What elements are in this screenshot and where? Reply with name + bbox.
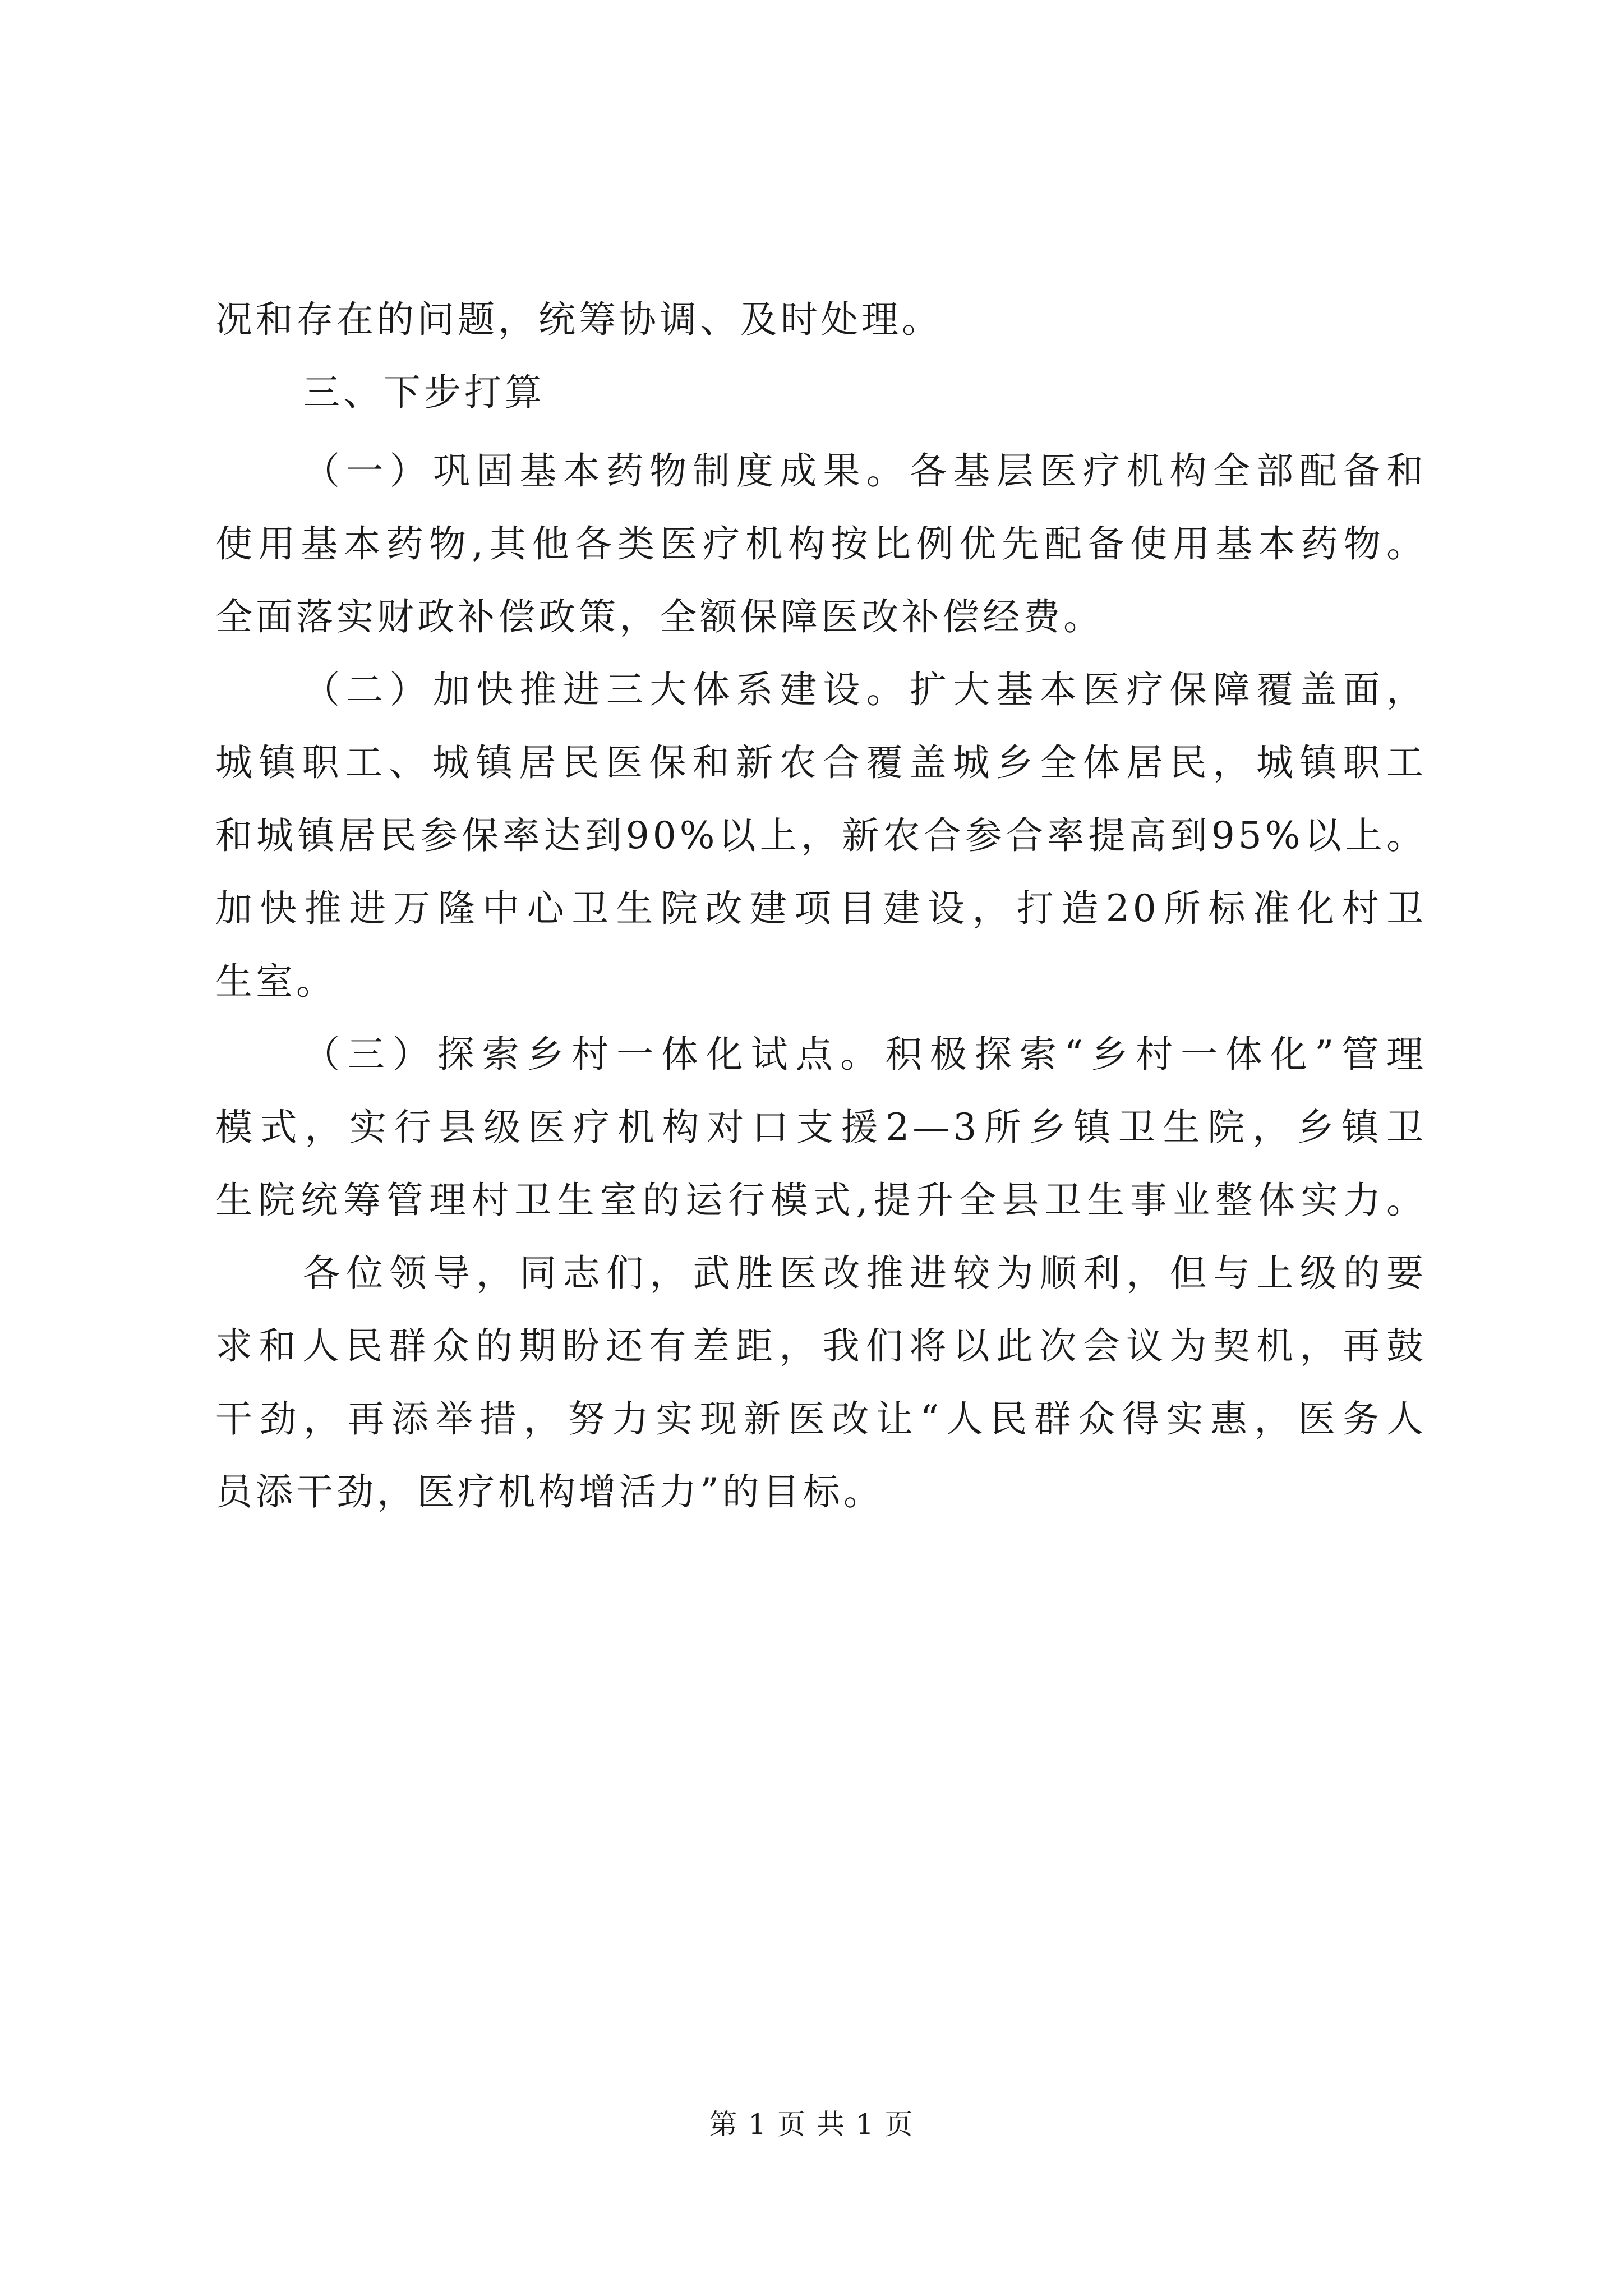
paragraph-line-3: （一）巩固基本药物制度成果。各基层医疗机构全部配备和 bbox=[303, 449, 1427, 493]
paragraph-line-7: 城镇职工、城镇居民医保和新农合覆盖城乡全体居民，城镇职工 bbox=[215, 741, 1427, 784]
paragraph-line-14: 各位领导，同志们，武胜医改推进较为顺利，但与上级的要 bbox=[303, 1251, 1427, 1295]
paragraph-line-11: （三）探索乡村一体化试点。积极探索“乡村一体化”管理 bbox=[303, 1033, 1427, 1076]
paragraph-line-6: （二）加快推进三大体系建设。扩大基本医疗保障覆盖面， bbox=[303, 668, 1427, 711]
paragraph-line-1: 况和存在的问题，统筹协调、及时处理。 bbox=[215, 298, 942, 341]
paragraph-line-4: 使用基本药物,其他各类医疗机构按比例优先配备使用基本药物。 bbox=[215, 522, 1427, 565]
paragraph-line-15: 求和人民群众的期盼还有差距，我们将以此次会议为契机，再鼓 bbox=[215, 1324, 1427, 1368]
paragraph-line-16: 干劲，再添举措，努力实现新医改让“人民群众得实惠，医务人 bbox=[215, 1397, 1427, 1441]
paragraph-line-13: 生院统筹管理村卫生室的运行模式,提升全县卫生事业整体实力。 bbox=[215, 1179, 1427, 1222]
paragraph-line-8: 和城镇居民参保率达到90%以上，新农合参合率提高到95%以上。 bbox=[215, 814, 1427, 857]
paragraph-line-17: 员添干劲，医疗机构增活力”的目标。 bbox=[215, 1470, 884, 1513]
section-heading: 三、下步打算 bbox=[303, 371, 545, 414]
page-number-footer: 第 1 页 共 1 页 bbox=[709, 2108, 914, 2141]
paragraph-line-9: 加快推进万隆中心卫生院改建项目建设，打造20所标准化村卫 bbox=[215, 887, 1427, 930]
paragraph-line-12: 模式，实行县级医疗机构对口支援2—3所乡镇卫生院，乡镇卫 bbox=[215, 1106, 1427, 1149]
paragraph-line-5: 全面落实财政补偿政策，全额保障医改补偿经费。 bbox=[215, 595, 1104, 638]
paragraph-line-10: 生室。 bbox=[215, 960, 336, 1003]
